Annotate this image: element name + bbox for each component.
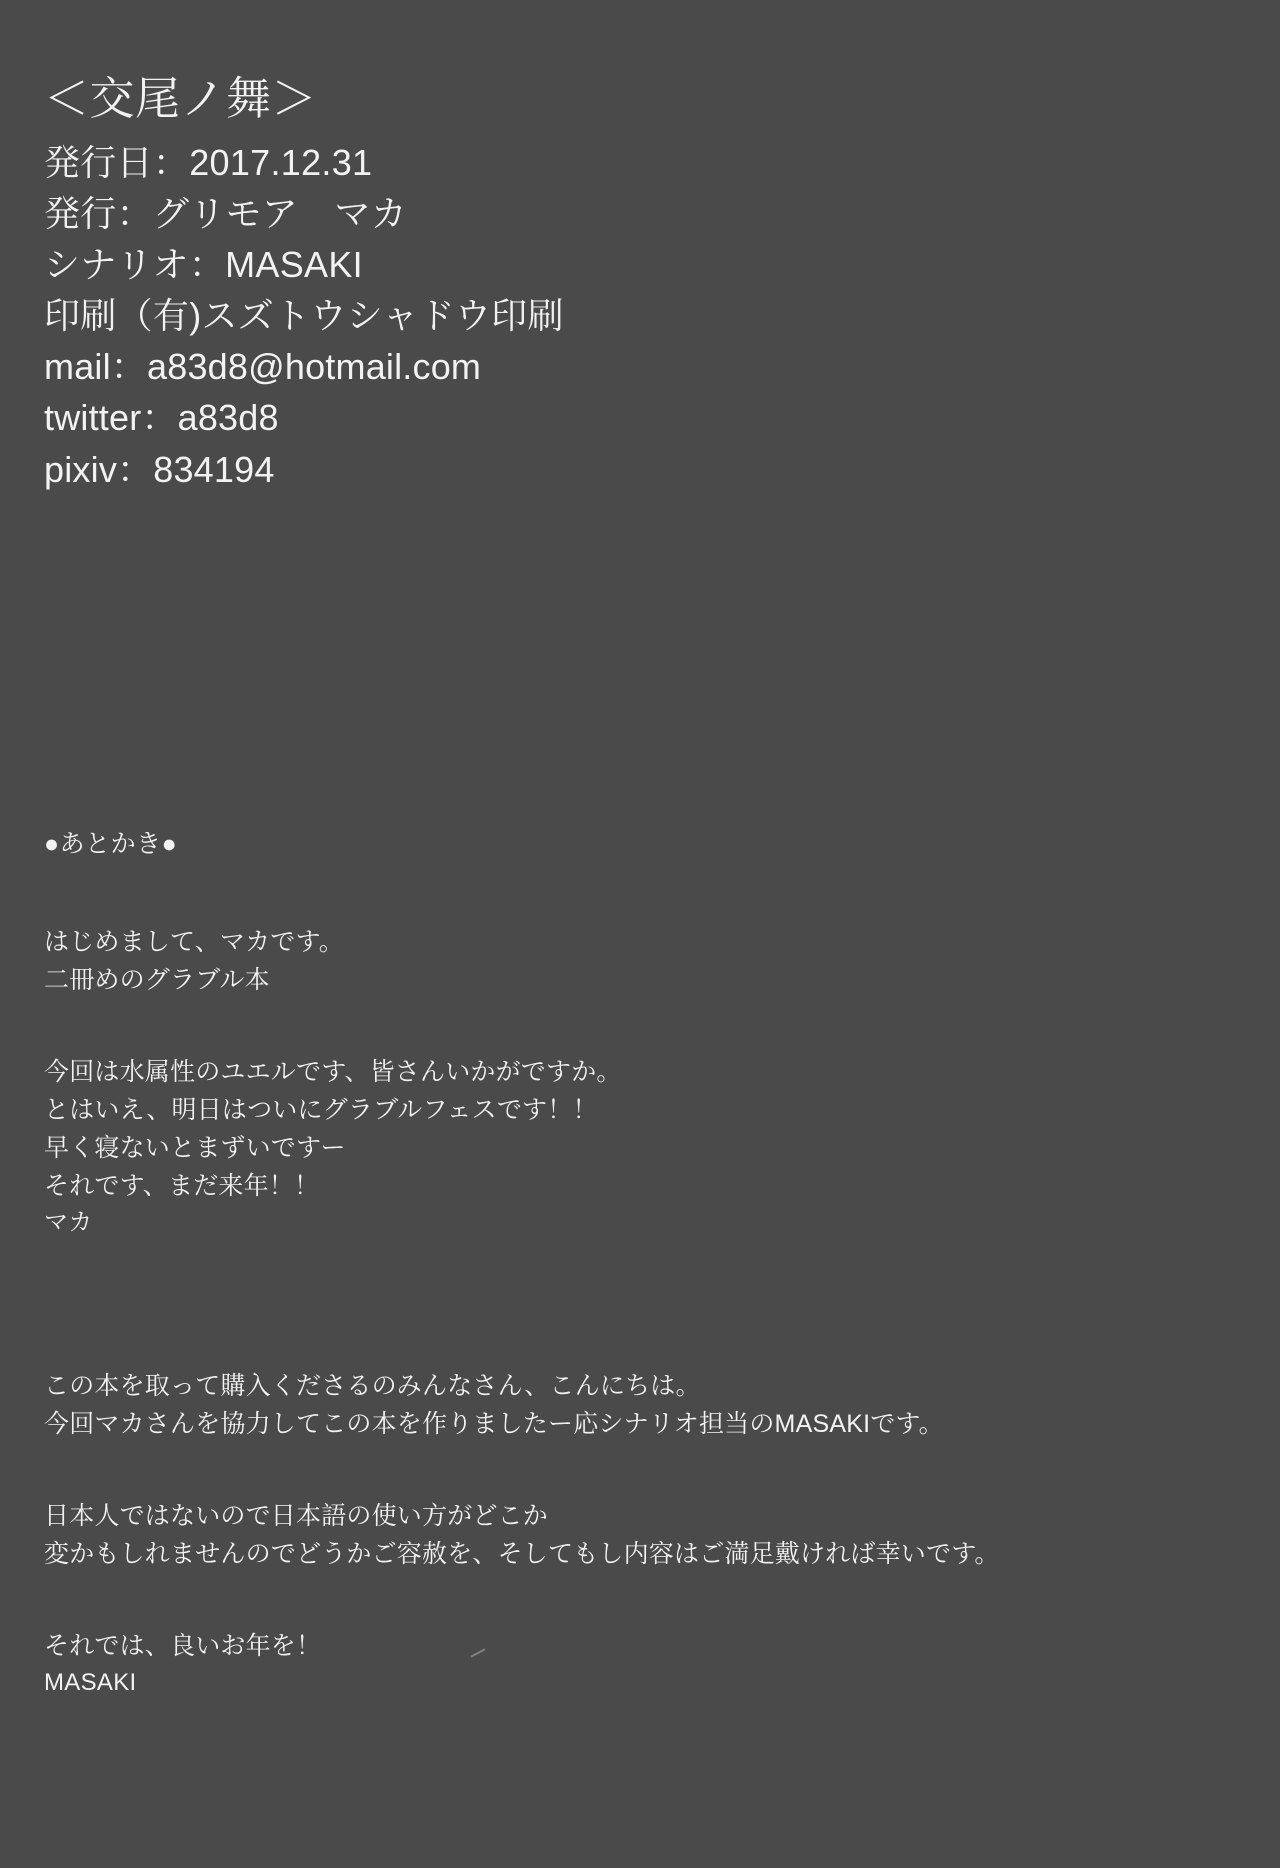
afterword-line: 今回マカさんを協力してこの本を作りましたー応シナリオ担当のMASAKIです。 — [44, 1409, 944, 1438]
publication-date: 発行日：2017.12.31 — [44, 141, 373, 183]
afterword-line: とはいえ、明日はついにグラブルフェスです！！ — [44, 1095, 598, 1124]
afterword-line: この本を取って購入くださるのみんなさん、こんにちは。 — [44, 1371, 701, 1400]
contact-mail: mail：a83d8@hotmail.com — [44, 346, 482, 388]
afterword-line: はじめまして、マカです。 — [44, 927, 344, 956]
contact-pixiv: pixiv：834194 — [44, 448, 275, 490]
afterword-line: 二冊めのグラブル本 — [44, 965, 270, 994]
afterword-line: それです、まだ来年！！ — [44, 1171, 320, 1200]
printer-credit: 印刷（有)スズトウシャドウ印刷 — [44, 295, 564, 337]
scenario-credit: シナリオ：MASAKI — [44, 244, 363, 286]
signature-masaki: MASAKI — [44, 1668, 137, 1696]
colophon-block — [44, 72, 1044, 495]
afterword-paragraph — [44, 1053, 1234, 1205]
afterword-paragraph — [44, 1497, 1234, 1573]
afterword-line: 変かもしれませんのでどうかご容赦を、そしてもし内容はご満足戴ければ幸いです。 — [44, 1539, 1000, 1568]
afterword-heading: ●あとかき● — [44, 830, 178, 858]
afterword-paragraph — [44, 1367, 1234, 1443]
afterword-block — [44, 828, 1234, 1701]
afterword-line: 早く寝ないとまずいですー — [44, 1133, 346, 1162]
signature-maka: マカ — [44, 1208, 93, 1236]
work-title: ＜交尾ノ舞＞ — [44, 73, 318, 124]
contact-twitter: twitter：a83d8 — [44, 397, 279, 439]
afterword-paragraph — [44, 923, 1234, 999]
afterword-paragraph — [44, 1627, 1234, 1665]
afterword-line: 日本人ではないので日本語の使い方がどこか — [44, 1501, 549, 1530]
afterword-line: 今回は水属性のユエルです、皆さんいかがですか。 — [44, 1057, 622, 1086]
publisher: 発行：グリモア マカ — [44, 193, 408, 234]
afterword-line: それでは、良いお年を！ — [44, 1631, 322, 1660]
